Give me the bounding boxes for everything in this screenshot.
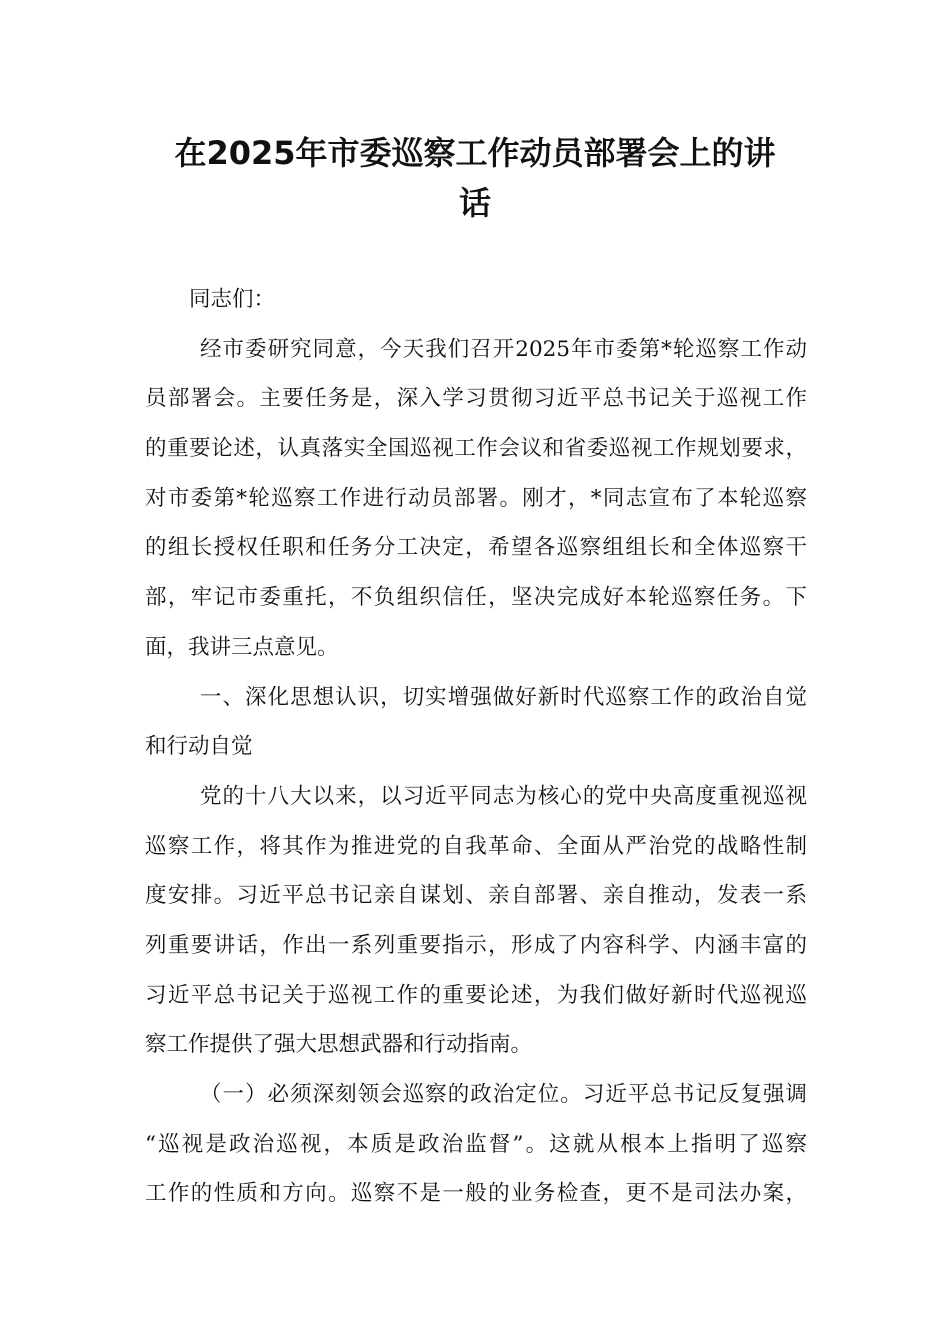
text-line: 部，牢记市委重托，不负组织信任，坚决完成好本轮巡察任务。下 [145, 585, 807, 611]
text-line: 员部署会。主要任务是，深入学习贯彻习近平总书记关于巡视工作 [145, 386, 807, 412]
title-line-2: 话 [458, 184, 491, 222]
text-line: 习近平总书记关于巡视工作的重要论述，为我们做好新时代巡视巡 [145, 982, 807, 1008]
text-line: “巡视是政治巡视，本质是政治监督”。这就从根本上指明了巡察 [145, 1131, 807, 1157]
text-line: 面，我讲三点意见。 [145, 634, 339, 660]
paragraph [145, 772, 807, 1070]
greeting: 同志们： [189, 287, 276, 312]
paragraph [145, 1070, 807, 1219]
text-line: 的组长授权任职和任务分工决定，希望各巡察组组长和全体巡察干 [145, 535, 807, 561]
text-line: 巡察工作，将其作为推进党的自我革命、全面从严治党的战略性制 [145, 833, 807, 859]
paragraph [145, 325, 807, 673]
text-line: 经市委研究同意，今天我们召开2025年市委第*轮巡察工作动 [200, 336, 807, 362]
text-line: 党的十八大以来，以习近平同志为核心的党中央高度重视巡视 [200, 783, 807, 809]
text-line: （一）必须深刻领会巡察的政治定位。习近平总书记反复强调 [200, 1082, 807, 1107]
document-title [0, 128, 950, 228]
text-line: 一、深化思想认识，切实增强做好新时代巡察工作的政治自觉 [200, 684, 807, 710]
section-heading [145, 673, 807, 772]
text-line: 列重要讲话，作出一系列重要指示，形成了内容科学、内涵丰富的 [145, 932, 807, 958]
title-line-1: 在2025年市委巡察工作动员部署会上的讲 [174, 134, 776, 172]
text-line: 工作的性质和方向。巡察不是一般的业务检查，更不是司法办案， [145, 1181, 807, 1207]
text-line: 度安排。习近平总书记亲自谋划、亲自部署、亲自推动，发表一系 [145, 883, 807, 909]
text-line: 的重要论述，认真落实全国巡视工作会议和省委巡视工作规划要求， [145, 436, 807, 462]
text-line: 对市委第*轮巡察工作进行动员部署。刚才，*同志宣布了本轮巡察 [145, 485, 807, 511]
document-body [145, 275, 807, 1219]
text-line: 和行动自觉 [145, 734, 253, 760]
text-line: 察工作提供了强大思想武器和行动指南。 [145, 1032, 533, 1058]
